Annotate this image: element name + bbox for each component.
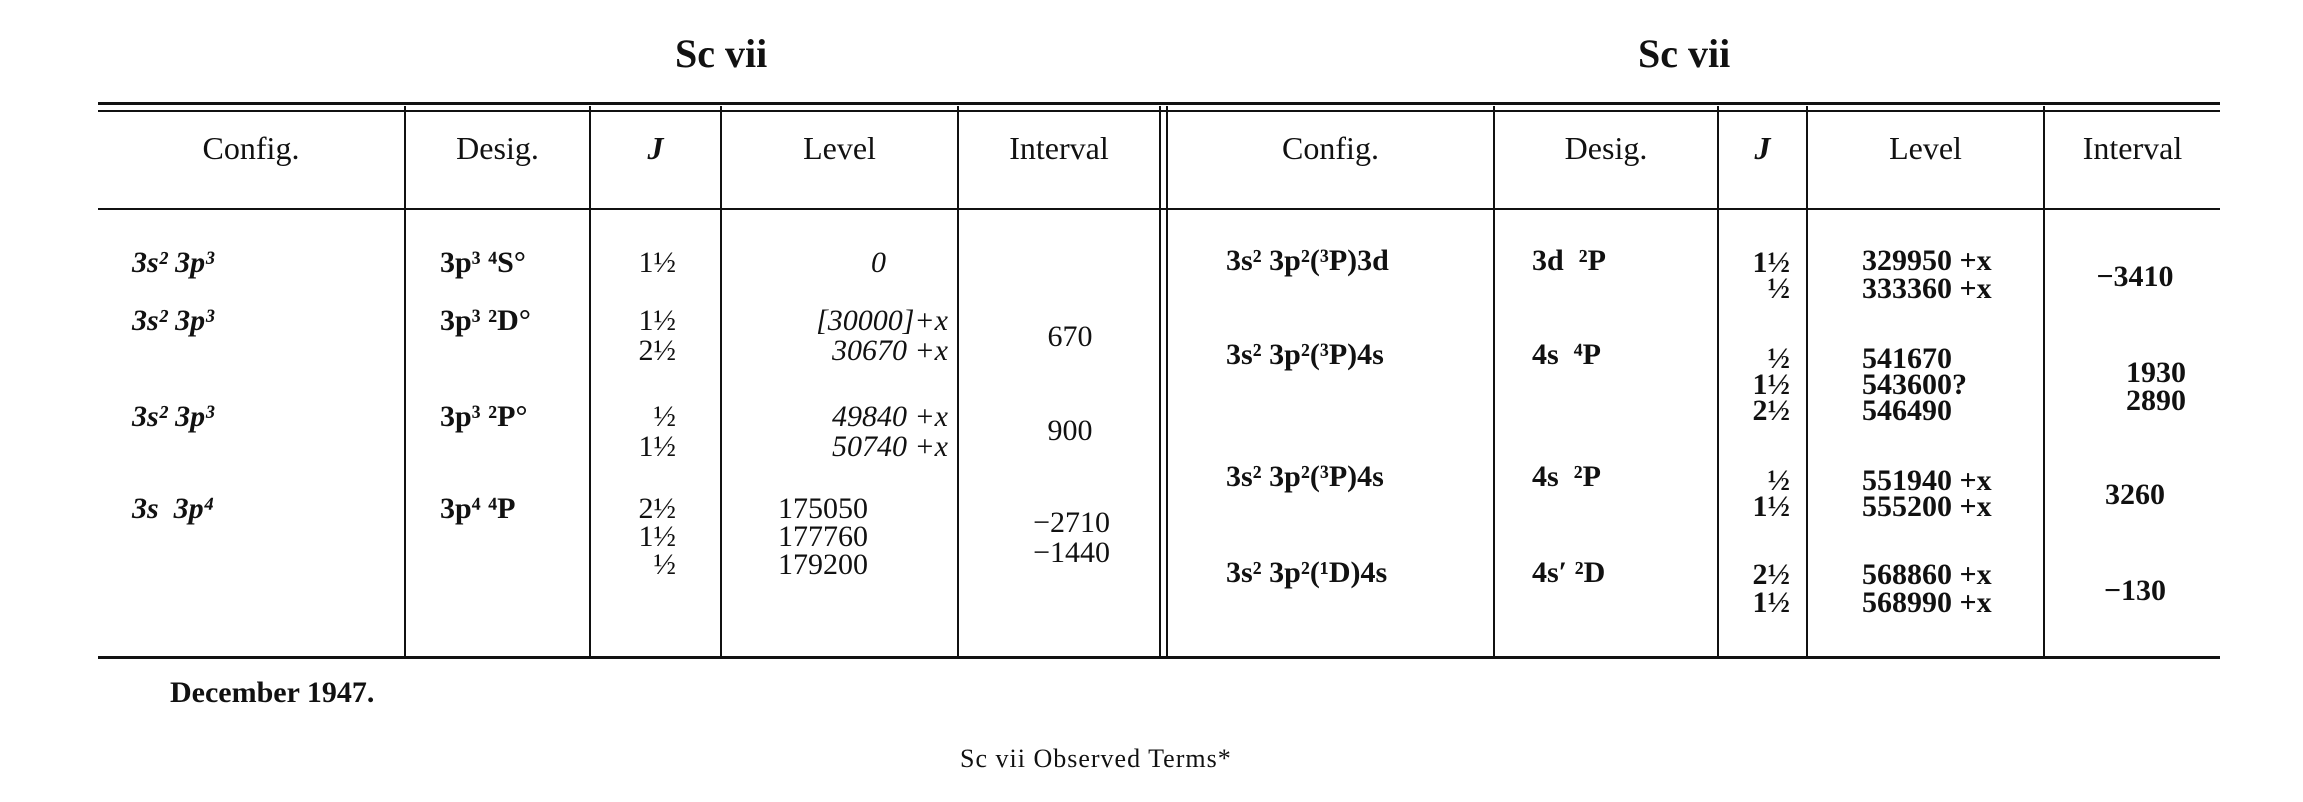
j-value: 1½ xyxy=(1752,490,1790,523)
desig-cell: 3d ²P xyxy=(1532,244,1607,277)
interval-value: −1440 xyxy=(1033,536,1110,569)
level-value: 541670 xyxy=(1862,342,1952,375)
level-value: [30000]+x xyxy=(816,304,948,337)
header-desig: Desig. xyxy=(456,130,539,166)
level-value: 543600? xyxy=(1862,368,1967,401)
header-j: J xyxy=(647,130,664,166)
j-value: 1½ xyxy=(638,520,676,553)
header-level: Level xyxy=(1889,130,1962,166)
level-value: 555200 +x xyxy=(1862,490,1992,523)
bottom-rule xyxy=(98,656,2220,659)
level-value: 551940 +x xyxy=(1862,464,1992,497)
interval-value: 1930 xyxy=(2126,356,2186,389)
j-value: 1½ xyxy=(1752,368,1790,401)
j-value: ½ xyxy=(1767,342,1790,375)
j-value: 1½ xyxy=(638,430,676,463)
top-double-rule-1 xyxy=(98,102,2220,105)
desig-cell: 3p³ ²P° xyxy=(440,400,528,433)
level-value: 333360 +x xyxy=(1862,272,1992,305)
config-cell: 3s² 3p²(³P)3d xyxy=(1226,244,1389,277)
header-desig: Desig. xyxy=(1564,130,1648,166)
interval-value: 670 xyxy=(1047,320,1093,353)
level-value: 179200 xyxy=(778,548,868,581)
interval-value: −3410 xyxy=(2096,260,2174,293)
j-value: 2½ xyxy=(638,334,676,367)
j-value: 2½ xyxy=(638,492,676,525)
desig-cell: 4s ⁴P xyxy=(1532,338,1601,371)
col-divider xyxy=(1493,106,1495,656)
config-cell: 3s² 3p²(³P)4s xyxy=(1226,460,1384,493)
header-config: Config. xyxy=(202,130,300,166)
j-value: 1½ xyxy=(638,304,676,337)
j-value: 1½ xyxy=(1752,586,1790,619)
col-divider xyxy=(1806,106,1808,656)
interval-value: −130 xyxy=(2103,574,2167,607)
interval-value: 2890 xyxy=(2126,384,2186,417)
level-value: 175050 xyxy=(778,492,868,525)
desig-cell: 3p⁴ ⁴P xyxy=(440,492,516,525)
j-value: 1½ xyxy=(638,246,676,279)
level-value: 568860 +x xyxy=(1862,558,1992,591)
config-cell: 3s² 3p³ xyxy=(132,246,215,279)
header-j: J xyxy=(1754,130,1771,166)
j-value: ½ xyxy=(653,548,676,581)
level-value: 329950 +x xyxy=(1862,244,1992,277)
col-divider xyxy=(2043,106,2045,656)
table-split-divider xyxy=(1166,106,1168,656)
level-value: 546490 xyxy=(1862,394,1952,427)
config-cell: 3s² 3p³ xyxy=(132,400,215,433)
header-config: Config. xyxy=(1282,130,1379,166)
interval-value: 900 xyxy=(1047,414,1093,447)
col-divider xyxy=(1717,106,1719,656)
col-divider xyxy=(720,106,722,656)
col-divider xyxy=(589,106,591,656)
config-cell: 3s² 3p³ xyxy=(132,304,215,337)
desig-cell: 3p³ ²D° xyxy=(440,304,531,337)
j-value: ½ xyxy=(1767,464,1790,497)
header-level: Level xyxy=(803,130,876,166)
header-interval: Interval xyxy=(1009,130,1109,166)
interval-value: −2710 xyxy=(1033,506,1110,539)
col-divider xyxy=(404,106,406,656)
level-value: 177760 xyxy=(778,520,868,553)
interval-value: 3260 xyxy=(2105,478,2165,511)
level-value: 30670 +x xyxy=(831,334,948,367)
j-value: ½ xyxy=(1767,272,1790,305)
col-divider xyxy=(957,106,959,656)
desig-cell: 3p³ ⁴S° xyxy=(440,246,526,279)
desig-cell: 4s′ ²D xyxy=(1532,556,1606,589)
j-value: 2½ xyxy=(1752,394,1790,427)
left-table-title: Sc vii xyxy=(675,31,768,76)
j-value: 2½ xyxy=(1752,558,1790,591)
config-cell: 3s² 3p²(³P)4s xyxy=(1226,338,1384,371)
level-value: 50740 +x xyxy=(831,430,948,463)
level-value: 49840 +x xyxy=(831,400,948,433)
desig-cell: 4s ²P xyxy=(1532,460,1601,493)
table-split-divider xyxy=(1159,106,1161,656)
level-value: 568990 +x xyxy=(1862,586,1992,619)
header-interval: Interval xyxy=(2082,130,2183,166)
date-footnote: December 1947. xyxy=(170,676,375,709)
config-cell: 3s 3p⁴ xyxy=(132,492,215,525)
config-cell: 3s² 3p²(¹D)4s xyxy=(1226,556,1388,589)
j-value: ½ xyxy=(653,400,676,433)
j-value: 1½ xyxy=(1752,246,1790,279)
right-table-title: Sc vii xyxy=(1638,31,1731,76)
table-caption: Sc vii Observed Terms* xyxy=(960,744,1232,773)
level-value: 0 xyxy=(871,246,886,279)
